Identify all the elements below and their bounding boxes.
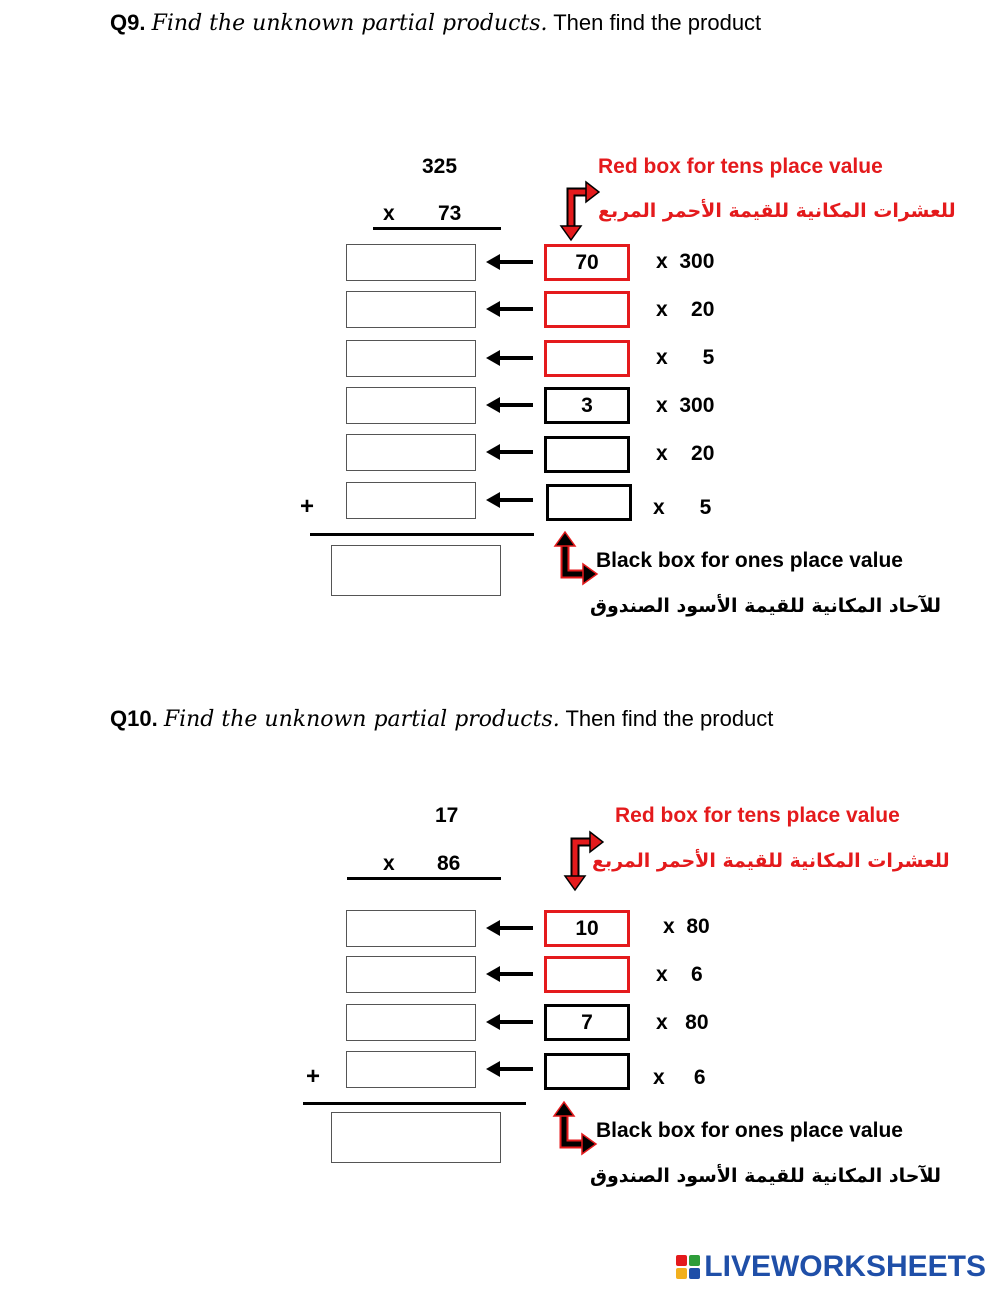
q9-plus-sign: + <box>300 493 315 520</box>
left-arrow-icon <box>486 491 534 509</box>
q10-factor-4: x 6 <box>653 1066 706 1089</box>
q10-multiplier-underline <box>347 877 501 880</box>
q9-black-label: Black box for ones place value <box>596 549 903 572</box>
q9-partial-product-4-input[interactable] <box>346 387 476 424</box>
q9-title <box>110 10 761 36</box>
left-arrow-icon <box>486 349 534 367</box>
left-arrow-icon <box>486 253 534 271</box>
liveworksheets-logo <box>676 1250 986 1284</box>
q9-partial-product-1-input[interactable] <box>346 244 476 281</box>
q9-red-bend-arrow-icon <box>558 180 600 242</box>
q10-partial-product-2-input[interactable] <box>346 956 476 993</box>
q9-multiplicand: 325 <box>422 155 458 178</box>
q10-number: Q10. <box>110 706 158 731</box>
q10-title <box>110 706 773 732</box>
q10-black-bend-arrow-icon <box>552 1100 598 1156</box>
q10-red-bend-arrow-icon <box>562 830 604 892</box>
q10-black-label-arabic: للآحاد المكانية للقيمة الأسود الصندوق <box>590 1165 942 1187</box>
q10-instruction-tail: Then find the product <box>559 706 774 731</box>
q9-factor-box-6 <box>546 484 632 521</box>
q10-instruction: Find the unknown partial products. <box>163 707 560 732</box>
q10-product-input[interactable] <box>331 1112 501 1163</box>
q9-factor-5: x 20 <box>656 442 715 465</box>
q9-factor-box-1: 70 <box>544 244 630 281</box>
q10-multiplicand: 17 <box>435 804 459 827</box>
q9-partial-product-5-input[interactable] <box>346 434 476 471</box>
q9-multiplier-underline <box>373 227 501 230</box>
q10-factor-box-2 <box>544 956 630 993</box>
q10-multiplier: 86 <box>437 852 461 875</box>
q10-red-label-arabic: للعشرات المكانية للقيمة الأحمر المربع <box>592 850 950 872</box>
liveworksheets-logo-icon <box>676 1255 700 1279</box>
q9-sum-line <box>310 533 534 536</box>
q9-multiplier-sign: x <box>383 202 395 225</box>
q9-factor-6: x 5 <box>653 496 712 519</box>
q9-factor-box-4: 3 <box>544 387 630 424</box>
q9-instruction-tail: Then find the product <box>547 10 762 35</box>
q9-red-label: Red box for tens place value <box>598 155 883 178</box>
q9-instruction: Find the unknown partial products. <box>151 11 548 36</box>
q9-factor-2: x 20 <box>656 298 715 321</box>
q10-red-label: Red box for tens place value <box>615 804 900 827</box>
q9-factor-4: x 300 <box>656 394 715 417</box>
q9-factor-box-2 <box>544 291 630 328</box>
q9-product-input[interactable] <box>331 545 501 596</box>
liveworksheets-logo-text: LIVEWORKSHEETS <box>704 1250 986 1283</box>
left-arrow-icon <box>486 919 534 937</box>
q9-multiplier: 73 <box>438 202 462 225</box>
q9-partial-product-2-input[interactable] <box>346 291 476 328</box>
left-arrow-icon <box>486 1013 534 1031</box>
q10-factor-1: x 80 <box>663 915 710 938</box>
q9-black-bend-arrow-icon <box>553 530 599 586</box>
left-arrow-icon <box>486 300 534 318</box>
q9-factor-box-5 <box>544 436 630 473</box>
q10-partial-product-4-input[interactable] <box>346 1051 476 1088</box>
q10-partial-product-1-input[interactable] <box>346 910 476 947</box>
q10-multiplier-sign: x <box>383 852 395 875</box>
left-arrow-icon <box>486 443 534 461</box>
q9-factor-box-3 <box>544 340 630 377</box>
q9-partial-product-3-input[interactable] <box>346 340 476 377</box>
left-arrow-icon <box>486 1060 534 1078</box>
q10-factor-box-4 <box>544 1053 630 1090</box>
q10-factor-box-3: 7 <box>544 1004 630 1041</box>
left-arrow-icon <box>486 965 534 983</box>
q9-red-label-arabic: للعشرات المكانية للقيمة الأحمر المربع <box>598 200 956 222</box>
q10-partial-product-3-input[interactable] <box>346 1004 476 1041</box>
q10-factor-2: x 6 <box>656 963 703 986</box>
q9-number: Q9. <box>110 10 146 35</box>
q10-sum-line <box>303 1102 526 1105</box>
left-arrow-icon <box>486 396 534 414</box>
q10-factor-3: x 80 <box>656 1011 709 1034</box>
q10-plus-sign: + <box>306 1063 321 1090</box>
q9-factor-1: x 300 <box>656 250 715 273</box>
q10-black-label: Black box for ones place value <box>596 1119 903 1142</box>
q9-factor-3: x 5 <box>656 346 715 369</box>
q9-black-label-arabic: للآحاد المكانية للقيمة الأسود الصندوق <box>590 595 942 617</box>
q9-partial-product-6-input[interactable] <box>346 482 476 519</box>
q10-factor-box-1: 10 <box>544 910 630 947</box>
